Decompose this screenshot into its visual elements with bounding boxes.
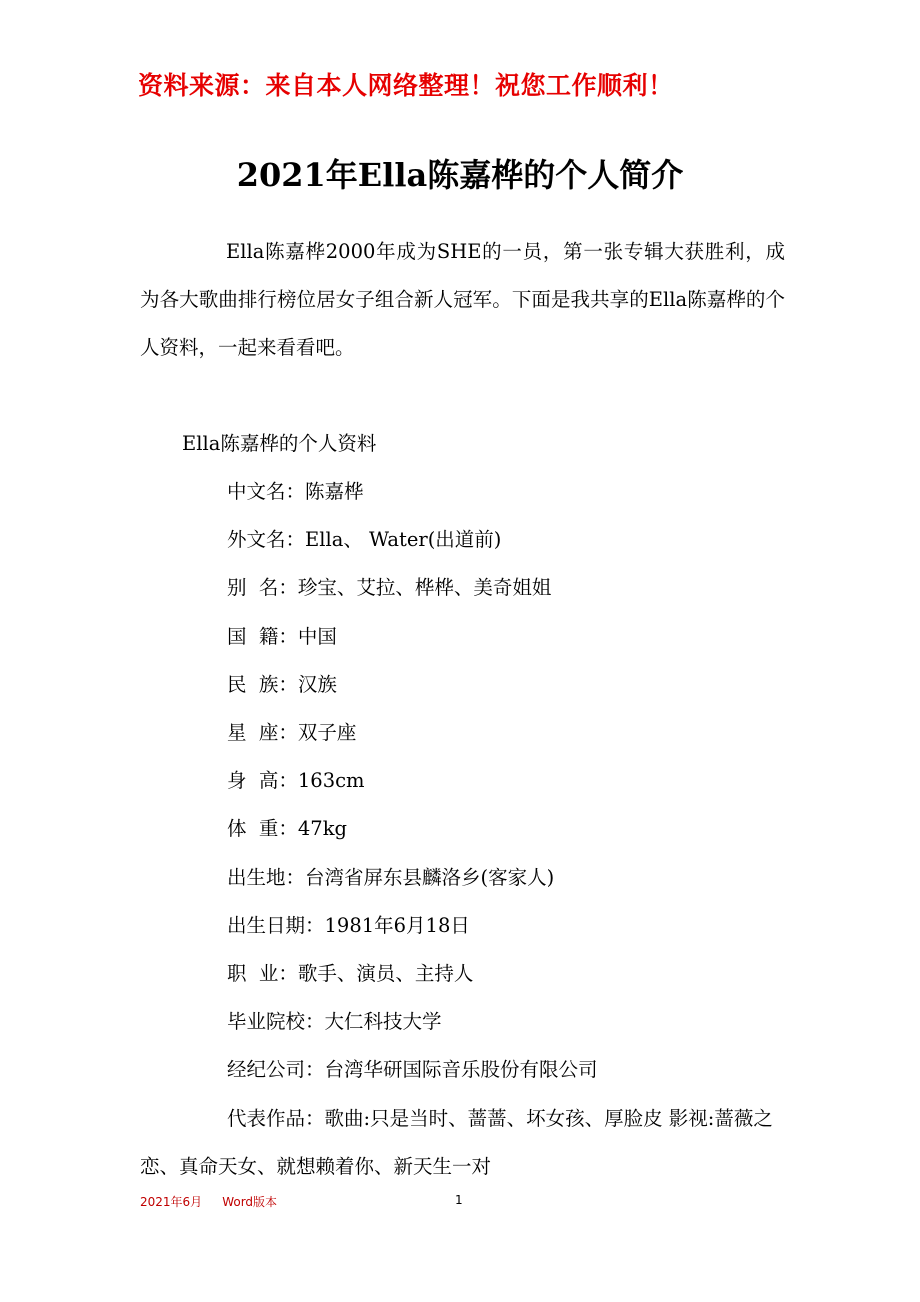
footer-date: 2021年6月 — [140, 1195, 203, 1209]
profile-item-weight: 体 重：47kg — [227, 817, 348, 841]
profile-item-school: 毕业院校：大仁科技大学 — [227, 1010, 442, 1034]
intro-paragraph: Ella陈嘉桦2000年成为SHE的一员，第一张专辑大获胜利，成为各大歌曲排行榜位居女子组合新人冠军。下面是我共享的Ella陈嘉桦的个人资料，一起来看看吧。 — [140, 240, 785, 359]
profile-item-height: 身 高：163cm — [227, 769, 365, 793]
section-heading: Ella陈嘉桦的个人资料 — [182, 432, 377, 455]
footer-meta — [140, 1193, 277, 1210]
profile-item-occupation: 职 业：歌手、演员、主持人 — [227, 962, 474, 986]
source-notice: 资料来源：来自本人网络整理！祝您工作顺利！ — [138, 71, 674, 100]
footer-version: Word版本 — [222, 1195, 278, 1209]
profile-item-zodiac: 星 座：双子座 — [227, 721, 357, 745]
profile-item-birthdate: 出生日期：1981年6月18日 — [227, 913, 470, 937]
profile-item-birthplace: 出生地：台湾省屏东县麟洛乡(客家人) — [227, 865, 555, 889]
profile-item-nationality: 国 籍：中国 — [227, 624, 337, 648]
profile-item-foreign-name: 外文名：Ella、 Water(出道前) — [227, 528, 502, 552]
profile-item-alias: 别 名：珍宝、艾拉、桦桦、美奇姐姐 — [227, 576, 552, 600]
profile-item-works: 代表作品：歌曲:只是当时、蔷蔷、坏女孩、厚脸皮 影视:蔷薇之恋、真命天女、就想赖着你、新天生一对 — [140, 1106, 773, 1178]
profile-item-agency: 经纪公司：台湾华研国际音乐股份有限公司 — [227, 1058, 598, 1082]
profile-item-chinese-name: 中文名：陈嘉桦 — [227, 480, 364, 503]
page-number: 1 — [455, 1193, 463, 1207]
profile-list — [140, 468, 785, 1191]
document-title: 2021年Ella陈嘉桦的个人简介 — [236, 156, 684, 194]
profile-item-ethnicity: 民 族：汉族 — [227, 672, 337, 696]
